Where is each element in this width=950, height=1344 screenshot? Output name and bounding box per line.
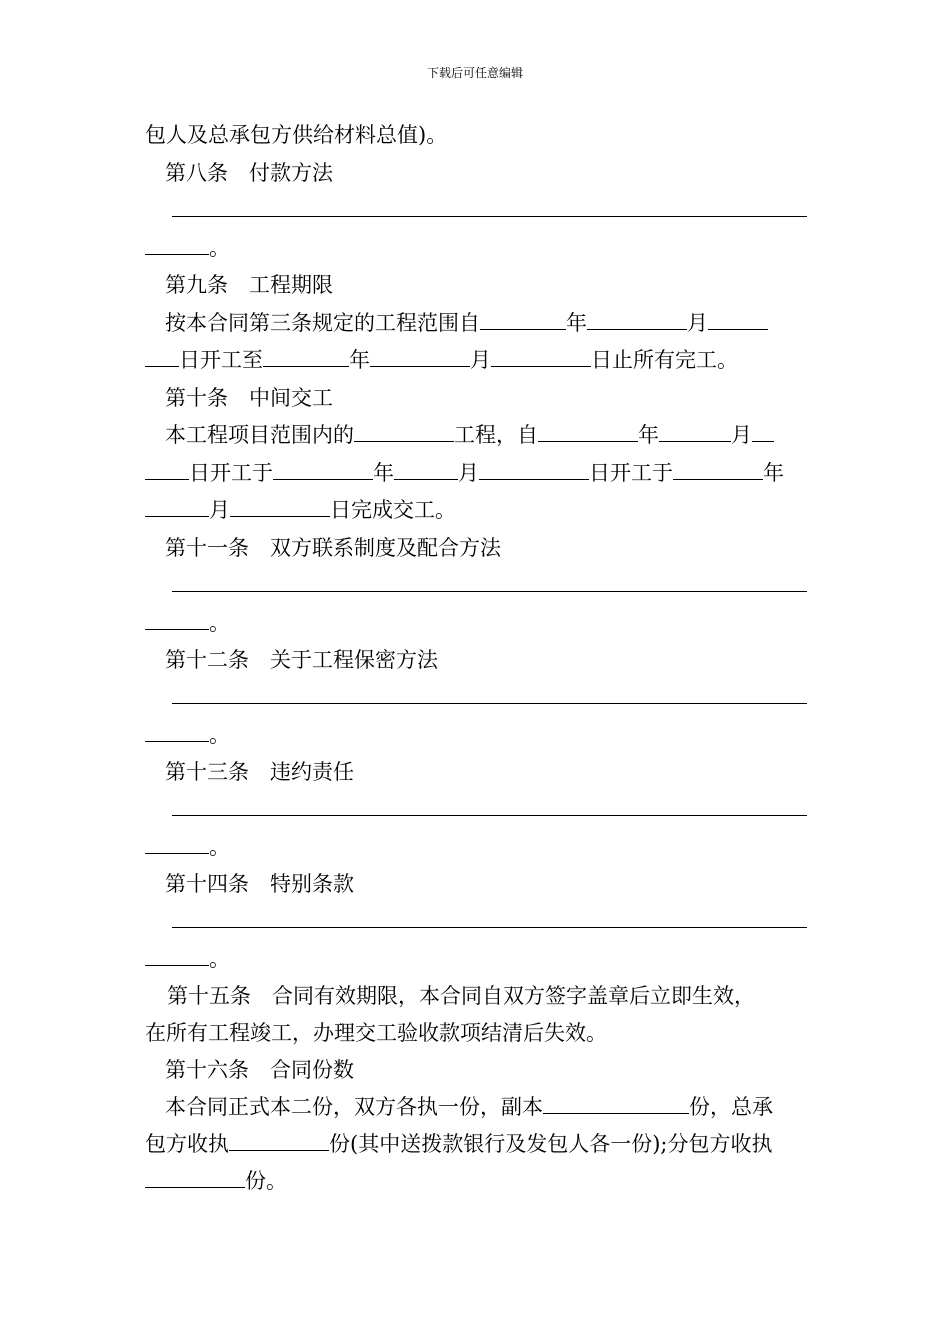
blank-line [172,927,807,928]
blank-field [587,311,687,330]
article-11-title: 第十一条 双方联系制度及配合方法 [165,536,501,560]
blank-field [145,835,209,854]
text-line: 份。 [145,1168,807,1194]
blank-field [229,1132,329,1151]
text-line: 。 [145,946,807,972]
text-line: 月 日完成交工。 [145,497,807,523]
blank-field [145,461,189,480]
blank-field [145,498,209,517]
article-16-title: 第十六条 合同份数 [165,1058,354,1082]
blank-line [172,703,807,704]
text-line: 。 [145,610,807,636]
blank-field [145,611,209,630]
blank-field [538,423,638,442]
blank-field [145,348,179,367]
blank-field [394,461,458,480]
blank-line [172,815,807,816]
text-line: 。 [145,722,807,748]
text-line: 本工程项目范围内的 工程，自 年 月 [165,422,827,448]
blank-field [273,461,373,480]
blank-field [480,311,566,330]
blank-field [752,423,774,442]
blank-field [145,947,209,966]
text-line: 。 [145,235,807,261]
article-9-title: 第九条 工程期限 [165,273,333,297]
blank-field [354,423,454,442]
blank-field [708,311,768,330]
article-13-title: 第十三条 违约责任 [165,760,354,784]
article-12-title: 第十二条 关于工程保密方法 [165,648,438,672]
article-10-title: 第十条 中间交工 [165,386,333,410]
blank-line [172,591,807,592]
text-line: 本合同正式本二份，双方各执一份，副本 份，总承 [165,1095,773,1119]
blank-field [543,1095,689,1114]
blank-line [172,216,807,217]
page-header: 下载后可任意编辑 [426,66,523,80]
blank-field [370,348,470,367]
blank-field [673,461,763,480]
article-14-title: 第十四条 特别条款 [165,872,354,896]
blank-field [230,498,330,517]
text-line: 日开工于 年 月 日开工于 年 [145,460,807,486]
text-line: 按本合同第三条规定的工程范围自 年 月 [165,310,827,336]
article-8-title: 第八条 付款方法 [165,161,333,185]
blank-field [145,1169,245,1188]
article-15-text: 第十五条 合同有效期限，本合同自双方签字盖章后立即生效， [167,984,755,1008]
text-line: 包人及总承包方供给材料总值)。 [145,123,448,147]
blank-field [145,236,209,255]
blank-field [479,461,589,480]
blank-field [491,348,591,367]
text-line: 日开工至 年 月 日止所有完工。 [145,347,807,373]
blank-field [659,423,731,442]
blank-field [263,348,349,367]
text-line: 包方收执 份(其中送拨款银行及发包人各一份);分包方收执 [145,1132,773,1156]
text-line: 在所有工程竣工，办理交工验收款项结清后失效。 [145,1021,607,1045]
text-line: 。 [145,834,807,860]
blank-field [145,723,209,742]
